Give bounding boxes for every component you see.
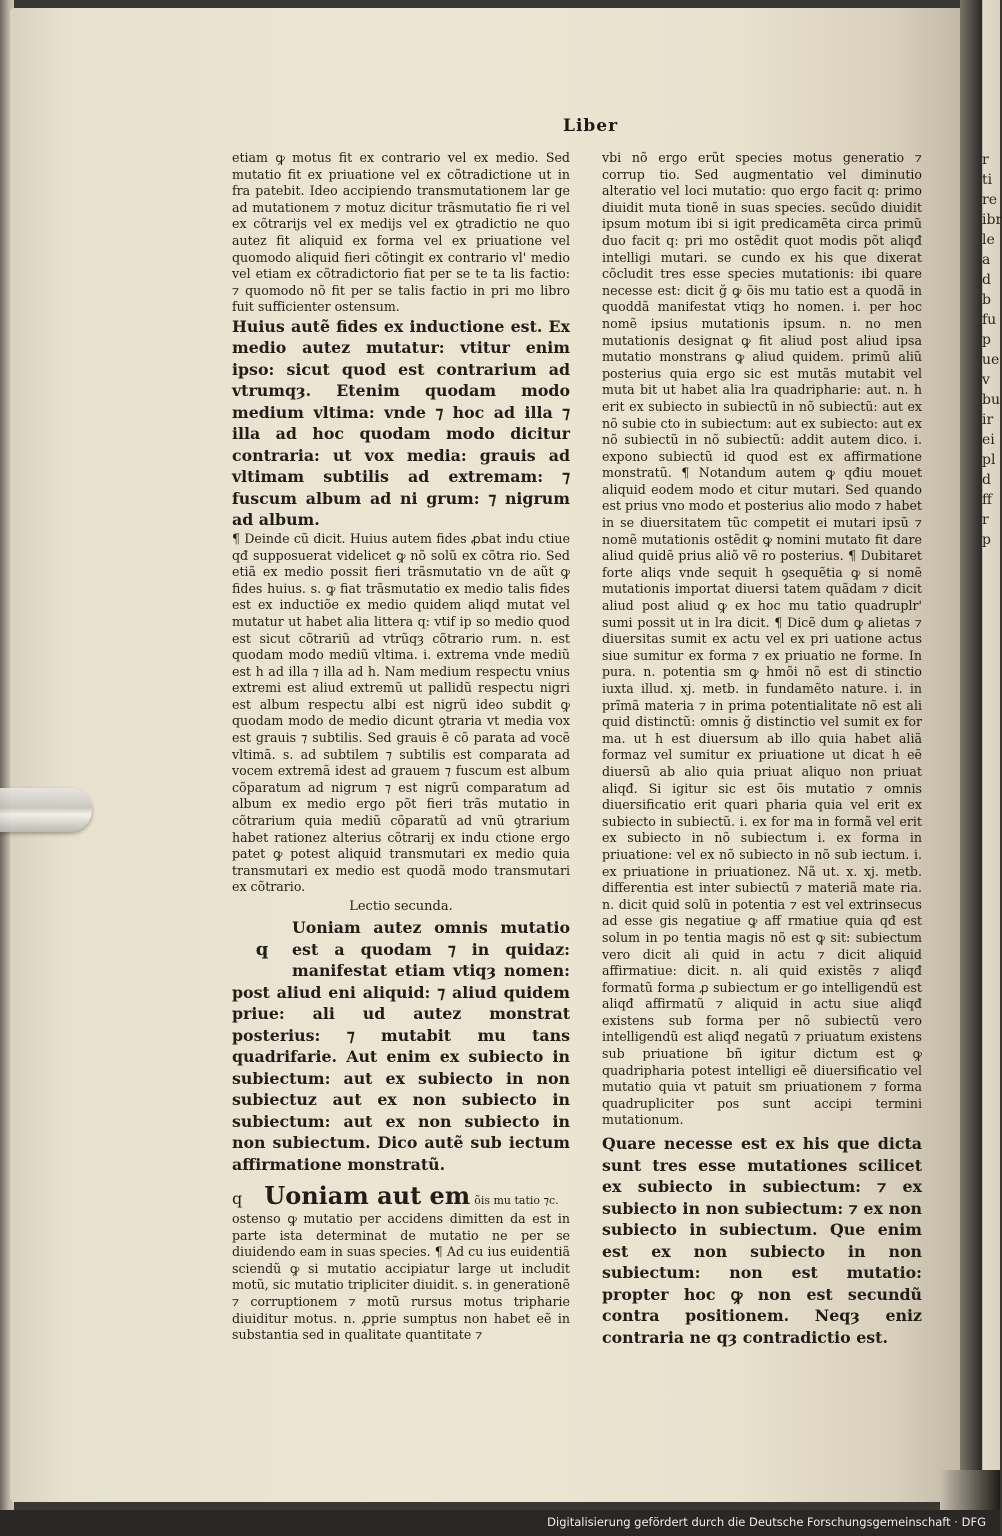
- text-column-right: [602, 150, 922, 1348]
- aristotle-text-paragraph: Huius autẽ fides ex inductione est. Ex medio autez mutatur: vtitur enim ipso: sicut quod est contrarium ad vtrumqȝ. Etenim quodam modo medium vltima: vnde ⁊ hoc ad illa ⁊ illa ad hoc quodam modo dicitur contraria: ut vox media: grauis ad vltimam subtilis ad extremam: ⁊ fuscum album ad ni grum: ⁊ nigrum ad album.: [232, 316, 570, 530]
- page-clip: [0, 788, 92, 832]
- text-column-left: [232, 150, 570, 1344]
- page-corner-shadow: [940, 1470, 1000, 1510]
- commentary-opening: [232, 1181, 570, 1211]
- commentary-paragraph: ostenso ꝙ mutatio per accidens dimitten da est in parte ista determinat de mutatio ne per se diuidendo eam in suas species. ¶ Ad cu ius euidentiã sciendũ ꝙ si mutatio accipiatur large ut includit motũ, sic mutatio tripliciter diuidit. s. in generationẽ ⁊ corruptionem ⁊ motũ rursus motus tripharie diuiditur motus. n. ꝓprie sumptus non habet eẽ in substantia sed in qualitate quantitate ⁊: [232, 1211, 570, 1343]
- incipit-continuation: õis mu tatio ⁊c.: [474, 1194, 559, 1207]
- commentary-paragraph: etiam ꝙ motus fit ex contrario vel ex medio. Sed mutatio fit ex priuatione vel ex cõtradictione ut in fra patebit. Ideo accipiendo transmutationem lar ge ad mutationem ⁊ motuz dicitur trãsmutatio fie ri vel ex cõtrarijs vel ex medijs vel ex ꝯtradictio ne quo autez fit aliquid ex forma vel ex priuatione vel quomodo aliquid fieri cõtingit ex contrario vl' medio vel etiam ex cõtradictorio fiat per se te ta lis factio: ⁊ quomodo nõ fit per se talis factio in pri mo libro fuit sufficienter ostensum.: [232, 150, 570, 315]
- section-heading: Lectio secunda.: [349, 899, 453, 914]
- initial-letter-placeholder: q: [232, 1189, 243, 1208]
- commentary-paragraph: ¶ Deinde cũ dicit. Huius autem fides ꝓbat indu ctiue qđ supposuerat videlicet ꝙ nõ solũ ex cõtra rio. Sed etiã ex medio possit fieri trãsmutatio vn de aũt ꝙ fides huius. s. ꝙ fiat trãsmutatio ex medio talis fides est ex inductiõe ex medio quidem aliqd mutat vel mutatur ut habet alia littera q: vtif ip so medio quod est sicut cõtrariũ ad vtrũqȝ cõtrario rum. n. est quodam modo mediũ vltima. i. extrema vnde mediũ est h ad illa ⁊ illa ad h. Nam medium respectu vnius extremi est aliud extremũ ut pallidũ respectu nigri est album respectu albi est nigrũ ideo subdit ꝙ quodam modo de medio dicunt ꝯtraria vt media vox est grauis ⁊ subtilis. Sed grauis ẽ cõ parata ad vocẽ vltimã. s. ad subtilem ⁊ subtilis est comparata ad vocem extremã idest ad grauem ⁊ fuscum est album cõparatum ad nigrum ⁊ est nigrũ comparatum ad album ex medio ergo põt fieri trãs mutatio in cõtrarium quia mediũ cõparatũ ad vnũ ꝯtrarium habet rationez alterius cõtrarij ex indu ctione ergo patet ꝙ potest aliquid transmutari ex medio quia transmutari ex medio est quodã modo transmutari ex cõtrario.: [232, 530, 570, 895]
- aristotle-text-paragraph: [232, 917, 570, 1175]
- footer-credit: Digitalisierung gefördert durch die Deutsche Forschungsgemeinschaft · DFG: [547, 1515, 986, 1529]
- commentary-paragraph: vbi nõ ergo erũt species motus generatio ⁊ corrup tio. Sed augmentatio vel diminutio alteratio vel loci mutatio: quo ergo facit q: primo diuidit muta tionẽ in suas species. secũdo diuidit ipsum motum ibi si igit predicamẽta circa primũ duo facit q: pri mo ostẽdit quot modis põt aliqđ intelligi mutari. se cundo ex his que dixerat cõcludit tres esse species mutationis: ibi quare necesse est: dicit ğ ꝙ õis mu tatio est a quodã in quoddã manifestat vtiqȝ ho nomen. i. per hoc nomẽ ipsius mutationis ipsum. n. no men mutationis designat ꝙ fit aliud post aliud ipsa mutatio monstrans ꝙ aliud quidem. primũ aliũ posterius quia ergo sic est mutãs mutabit vel muta bit ut habet alia lra quadripharie: aut. n. h erit ex subiecto in subiectũ in nõ subiectũ: aut ex nõ subie cto in subiectum: aut ex subiecto: aut ex nõ subiectũ in nõ subiectũ: addit autem dico. i. expono subiectũ id quod est ex affirmatione monstratũ. ¶ Notandum autem ꝙ qđiu mouet aliquid eodem modo et citur mutari. Sed quando est prius vno modo et posterius alio modo ⁊ habet in se diuersitatem tũc competit ei mutari ipsũ ⁊ nomẽ mutationis ostẽdit ꝙ nomini mutato fit dare aliud quidẽ prius aliõ vẽ ro posterius. ¶ Dubitaret forte aliqs vnde sequit h ꝯsequẽtia ꝙ si nomẽ mutationis importat diuersi tatem quãdam ⁊ dicit aliud post aliud ꝙ ex hoc mu tatio quadruplr' sumi possit ut in lra dicit. ¶ Dicẽ dum ꝙ alietas ⁊ diuersitas sumit ex actu vel ex pri uatione actus siue sumitur ex forma ⁊ ex priuatio ne forme. In pura. n. potentia sm ꝙ hmõi nõ est di stinctio iuxta illud. xj. metb. in fundamẽto nature. i. in prĩmã materia ⁊ in prima potentialitate nõ est ali quid distinctũ: omnis ğ distinctio vel sumit ex for ma. ut h est diuersum ab illo quia habet aliã formaz vel sumitur ex priuatione ut dicat h eẽ diuersũ ab alio quia priuat aliquo non priuat aliqđ. Si igitur sic est õis mutatio ⁊ omnis diuersificatio erit quari pharia quia vel erit ex subiecto in subiectũ. i. ex for ma in formã vel erit ex subiecto in nõ subiectum i. ex forma in priuatione: vel ex nõ subiecto in nõ sub iectum. i. ex priuatione in priuationez. Nã ut. x. xj. metb. differentia est inter subiectũ ⁊ materiã mate ria. n. dicit quid solũ in potentia ⁊ est vel extrinsecus ad esse gis negatiue ꝙ aff rmatiue quia qđ est solum in po tentia magis nõ est ꝙ sit: subiectum vero dicit ali quid in actu ⁊ dicit aliquid affirmatiue: dicit. n. ali quid existẽs ⁊ aliqđ formatũ forma ꝓ subiectum er go intelligendũ est aliqđ affirmatũ ⁊ aliquid in actu siue aliqđ existens sub forma per nõ subiectũ vero intelligendũ est aliqđ negatũ ⁊ priuatum existens sub priuatione bñ igitur dictum est ꝙ quadripharia potest intelligi eẽ diuersificatio vel mutatio quia vt patuit sm priuationem ⁊ forma quadrupliciter pos sunt accipi termini mutationum.: [602, 150, 922, 1128]
- facing-page-fragment: r ti re ibr le a d b fu p ue v bu ir ei pl d ff r p: [982, 152, 1002, 548]
- decorative-incipit: Uoniam aut em: [264, 1181, 471, 1210]
- aristotle-text: Uoniam autez omnis mutatio est a quodam ⁊ in quidaz: manifestat etiam vtiqȝ nomen: post aliud eni aliquid: ⁊ aliud quidem priue: ali ud autez monstrat posterius: ⁊ mutabit mu tans quadrifarie. Aut enim ex subiecto in subiectum: aut ex subiecto in non subiectuz aut ex non subiecto in subiectum: aut ex non subiecto in non subiectum. Dico autẽ sub iectum affirmatione monstratũ.: [232, 918, 570, 1174]
- initial-letter-placeholder: q: [255, 939, 269, 960]
- digitization-footer: [0, 1510, 1000, 1536]
- running-header: Liber: [563, 116, 619, 136]
- aristotle-text-paragraph: Quare necesse est ex his que dicta sunt tres esse mutationes scilicet ex subiecto in subiectum: ⁊ ex subiecto in non subiectum: ⁊ ex non subiecto in subiectum. Que enim est ex non subiecto in non subiectum: non est mutatio: propter hoc ꝙ non est secundũ contra positionem. Neqȝ eniz contraria ne qȝ contradictio est.: [602, 1134, 922, 1347]
